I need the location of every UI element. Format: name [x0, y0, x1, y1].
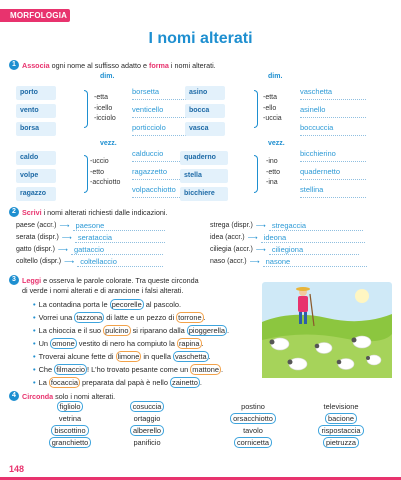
alteration-row: coltello (dispr.) ⟶ coltellaccio: [16, 256, 163, 267]
word-box: quaderno: [180, 151, 228, 165]
suffix-list: -uccio -etto -acchiotto: [90, 158, 121, 186]
answer-line[interactable]: ciliegiona: [269, 245, 359, 255]
answer-line[interactable]: stellina: [300, 184, 366, 198]
alteration-row: naso (accr.) ⟶ nasone: [210, 256, 367, 267]
answer-line[interactable]: volpacchiotto: [132, 184, 198, 198]
suffix-list: -etta -icello -icciolo: [94, 94, 116, 122]
answer-line[interactable]: venticello: [132, 104, 198, 118]
word-box: bicchiere: [180, 187, 228, 201]
word-box: vasca: [185, 122, 225, 136]
circled-word[interactable]: pulcino: [105, 326, 129, 335]
exercise-2-instruction: 2 Scrivi i nomi alterati richiesti dalle indicazioni.: [9, 207, 167, 217]
answer-line[interactable]: bicchierino: [300, 148, 366, 162]
circled-word[interactable]: rispostaccia: [318, 425, 363, 436]
circled-word[interactable]: pietruzza: [323, 437, 359, 448]
circled-word[interactable]: bacione: [325, 413, 357, 424]
word-list-b: [185, 86, 225, 140]
farm-illustration: [262, 282, 392, 378]
circled-word[interactable]: figliolo: [57, 401, 84, 412]
arrow-right-icon: ⟶: [255, 222, 266, 230]
grid-word[interactable]: panificio: [133, 438, 161, 447]
circled-word[interactable]: omone: [52, 339, 75, 348]
answer-line[interactable]: paesone: [73, 221, 165, 231]
alteration-row: strega (dispr.) ⟶ stregaccia: [210, 220, 363, 231]
answer-line[interactable]: calduccio: [132, 148, 198, 162]
answer-column: [300, 148, 366, 202]
sentence: • Un omone vestito di nero ha compiuto la rapina .: [33, 339, 204, 348]
arrow-right-icon: ⟶: [61, 234, 72, 242]
answer-line[interactable]: serataccia: [75, 233, 165, 243]
bracket: [254, 155, 258, 193]
alteration-row: gatto (dispr.) ⟶ gattaccio: [16, 244, 163, 255]
grid-word[interactable]: televisione: [323, 402, 359, 411]
alteration-row: idea (accr.) ⟶ ideona: [210, 232, 365, 243]
word-box: bocca: [185, 104, 225, 118]
suffix-list: -etta -ello -uccia: [263, 94, 282, 122]
dim-label: dim.: [100, 73, 115, 80]
word-box: ragazzo: [16, 187, 56, 201]
sentence: • Troverai alcune fette di limone in quella vaschetta .: [33, 352, 211, 361]
answer-line[interactable]: ragazzetto: [132, 166, 198, 180]
sentence: • La contadina porta le pecorelle al pascolo.: [33, 300, 182, 309]
answer-column: [300, 86, 366, 140]
answer-line[interactable]: borsetta: [132, 86, 198, 100]
arrow-right-icon: ⟶: [249, 258, 260, 266]
arrow-right-icon: ⟶: [57, 246, 68, 254]
circled-word[interactable]: orsacchiotto: [230, 413, 276, 424]
answer-line[interactable]: nasone: [263, 257, 367, 267]
circled-word[interactable]: biscottino: [51, 425, 88, 436]
answer-line[interactable]: asinello: [300, 104, 366, 118]
circled-word[interactable]: vaschetta: [174, 352, 207, 361]
circled-word[interactable]: pioggerella: [188, 326, 225, 335]
word-box: volpe: [16, 169, 56, 183]
arrow-right-icon: ⟶: [255, 246, 266, 254]
exercise-4-instruction: 4 Circonda solo i nomi alterati.: [9, 391, 115, 401]
sentence: • Che filmaccio ! L'ho trovato pesante come un mattone .: [33, 365, 224, 374]
circled-word[interactable]: focaccia: [50, 378, 78, 387]
section-banner: MORFOLOGIA: [0, 9, 70, 22]
circled-word[interactable]: cornicetta: [234, 437, 272, 448]
arrow-right-icon: ⟶: [64, 258, 75, 266]
grid-word[interactable]: vetrina: [58, 414, 82, 423]
circled-word[interactable]: mattone: [192, 365, 219, 374]
word-list-c: [16, 151, 56, 205]
word-box: asino: [185, 86, 225, 100]
alteration-row: paese (accr.) ⟶ paesone: [16, 220, 165, 231]
word-list-a: [16, 86, 56, 140]
word-box: caldo: [16, 151, 56, 165]
alteration-row: serata (dispr.) ⟶ serataccia: [16, 232, 165, 243]
circled-word[interactable]: limone: [117, 352, 140, 361]
answer-line[interactable]: ideona: [261, 233, 365, 243]
circled-word[interactable]: zainetto: [172, 378, 198, 387]
sentence: • La chioccia e il suo pulcino si riparano dalla pioggerella .: [33, 326, 230, 335]
bracket: [84, 155, 88, 193]
number-badge-icon: 3: [9, 275, 19, 285]
word-box: borsa: [16, 122, 56, 136]
vezz-label: vezz.: [100, 140, 117, 147]
answer-line[interactable]: gattaccio: [71, 245, 163, 255]
exercise-3-instruction-line2: di verde i nomi alterati e di arancione i falsi alterati.: [22, 286, 184, 295]
circled-word[interactable]: filmaccio: [56, 365, 85, 374]
vezz-label: vezz.: [268, 140, 285, 147]
circled-word[interactable]: torrone: [178, 313, 202, 322]
circled-word[interactable]: tazzona: [76, 313, 103, 322]
answer-line[interactable]: porticciolo: [132, 122, 198, 136]
number-badge-icon: 2: [9, 207, 19, 217]
alteration-row: ciliegia (accr.) ⟶ ciliegiona: [210, 244, 359, 255]
word-box: porto: [16, 86, 56, 100]
grid-word[interactable]: postino: [241, 402, 265, 411]
circled-word[interactable]: cosuccia: [130, 401, 165, 412]
circled-word[interactable]: pecorelle: [111, 300, 142, 309]
word-box: stella: [180, 169, 228, 183]
grid-word[interactable]: ortaggio: [133, 414, 161, 423]
circled-word[interactable]: granchietto: [49, 437, 92, 448]
answer-line[interactable]: stregaccia: [269, 221, 363, 231]
answer-line[interactable]: quadernetto: [300, 166, 366, 180]
number-badge-icon: 1: [9, 60, 19, 70]
answer-line[interactable]: coltellaccio: [77, 257, 163, 267]
number-badge-icon: 4: [9, 391, 19, 401]
word-box: vento: [16, 104, 56, 118]
word-list-d: [180, 151, 228, 205]
dim-label: dim.: [268, 73, 283, 80]
bracket: [84, 90, 88, 128]
circled-word[interactable]: rapina: [178, 339, 200, 348]
grid-word[interactable]: tavolo: [243, 426, 263, 435]
exercise-1-instruction: 1 Associa ogni nome al suffisso adatto e forma i nomi alterati.: [9, 60, 216, 70]
answer-line[interactable]: vaschetta: [300, 86, 366, 100]
page-number: 148: [9, 464, 25, 474]
bracket: [254, 90, 258, 128]
arrow-right-icon: ⟶: [59, 222, 70, 230]
page-title: I nomi alterati: [148, 30, 253, 47]
circled-word[interactable]: alberello: [130, 425, 164, 436]
answer-line[interactable]: boccuccia: [300, 122, 366, 136]
sentence: • Vorrei una tazzona di latte e un pezzo di torrone .: [33, 313, 206, 322]
sentence: • La focaccia preparata dal papà è nello zainetto .: [33, 378, 202, 387]
suffix-list: -ino -etto -ina: [266, 158, 281, 186]
exercise-3-instruction: 3 Leggi e osserva le parole colorate. Tra queste circonda: [9, 275, 199, 285]
arrow-right-icon: ⟶: [247, 234, 258, 242]
